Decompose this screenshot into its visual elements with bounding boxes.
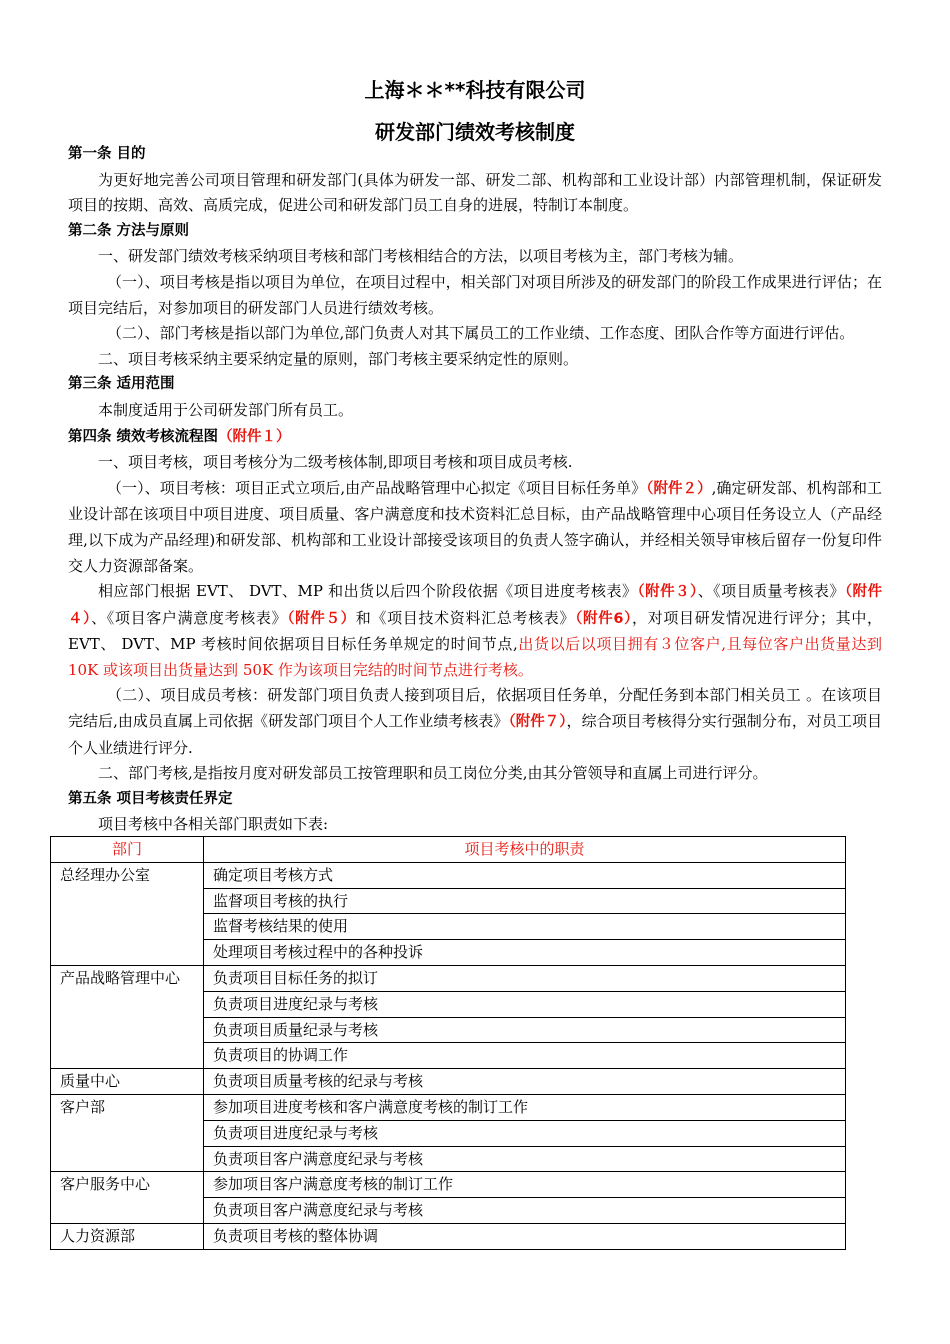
- department-cell: 质量中心: [51, 1069, 204, 1095]
- paragraph: （二）、部门考核是指以部门为单位,部门负责人对其下属员工的工作业绩、工作态度、团队合作等方面进行评估。: [107, 324, 855, 343]
- text-run: 和《项目技术资料汇总考核表》: [355, 608, 576, 627]
- attachment-ref: （附件５）: [287, 610, 356, 627]
- duty-cell: 参加项目进度考核和客户满意度考核的制订工作: [204, 1094, 846, 1120]
- responsibility-table: [50, 836, 846, 1250]
- duty-cell: 负责项目质量考核的纪录与考核: [204, 1069, 846, 1095]
- paragraph: 一、项目考核，项目考核分为二级考核体制,即项目考核和项目成员考核.: [98, 453, 573, 472]
- table-row: [51, 965, 846, 991]
- duty-cell: 处理项目考核过程中的各种投诉: [204, 940, 846, 966]
- duty-cell: 负责项目目标任务的拟订: [204, 965, 846, 991]
- paragraph: 本制度适用于公司研发部门所有员工。: [98, 400, 354, 419]
- text-run: （一）、项目考核：项目正式立项后,由产品战略管理中心拟定《项目目标任务单》: [107, 478, 647, 497]
- text-run: 相应部门根据 EVT、 DVT、MP 和出货以后四个阶段依据《项目进度考核表》: [98, 582, 638, 601]
- attachment-ref: （附件７）: [508, 714, 567, 731]
- table-row: [51, 862, 846, 888]
- attachment-ref: （附件6）: [575, 610, 633, 627]
- duty-cell: 负责项目质量纪录与考核: [204, 1017, 846, 1043]
- attachment-ref: （附件２）: [646, 480, 712, 497]
- article-1-heading: 第一条 目的: [68, 146, 146, 162]
- duty-cell: 负责项目客户满意度纪录与考核: [204, 1146, 846, 1172]
- text-run: ，综合项目考核得分实行强制分布，对员工项目个人业绩进行评分.: [68, 712, 882, 757]
- text-run: 、《项目客户满意度考核表》: [91, 608, 288, 627]
- document-title: 研发部门绩效考核制度: [375, 120, 575, 144]
- attachment-ref: （附件３）: [637, 584, 698, 601]
- table-row: [51, 1172, 846, 1198]
- highlighted-text: 出货以后以项目拥有３位客户,且每位客户出货量达到 10K 或该项目出货量达到 50K 作为该项目完结的时间节点进行考核。: [68, 635, 882, 679]
- duty-cell: 负责项目的协调工作: [204, 1043, 846, 1069]
- header-department: 部门: [51, 837, 204, 863]
- paragraph: 项目考核中各相关部门职责如下表:: [98, 815, 329, 834]
- department-cell: 总经理办公室: [51, 862, 204, 965]
- attachment-ref: （附件１）: [218, 428, 291, 445]
- department-cell: 人力资源部: [51, 1223, 204, 1249]
- table-row: [51, 1094, 846, 1120]
- article-5-heading: 第五条 项目考核责任界定: [68, 790, 233, 807]
- text-run: ，对项目研发情况进行评分；其中，EVT、 DVT、MP 考核时间依据项目目标任务单规定的时间节点,: [68, 608, 882, 654]
- paragraph: [68, 476, 882, 579]
- duty-cell: 监督项目考核的执行: [204, 888, 846, 914]
- paragraph: 为更好地完善公司项目管理和研发部门(具体为研发一部、研发二部、机构部和工业设计部）内部管理机制，保证研发项目的按期、高效、高质完成，促进公司和研发部门员工自身的进展，特制订本制度。: [68, 170, 882, 215]
- header-duties: 项目考核中的职责: [204, 837, 846, 863]
- duty-cell: 负责项目进度纪录与考核: [204, 991, 846, 1017]
- duty-cell: 监督考核结果的使用: [204, 914, 846, 940]
- table-row: [51, 1223, 846, 1249]
- duty-cell: 负责项目客户满意度纪录与考核: [204, 1198, 846, 1224]
- duty-cell: 负责项目考核的整体协调: [204, 1223, 846, 1249]
- paragraph: （一）、项目考核是指以项目为单位，在项目过程中，相关部门对项目所涉及的研发部门的阶段工作成果进行评估；在项目完结后，对参加项目的研发部门人员进行绩效考核。: [68, 272, 882, 317]
- department-cell: 客户部: [51, 1094, 204, 1171]
- paragraph: 二、项目考核采纳主要采纳定量的原则，部门考核主要采纳定性的原则。: [98, 349, 579, 368]
- paragraph: [68, 579, 882, 683]
- paragraph: 一、研发部门绩效考核采纳项目考核和部门考核相结合的方法，以项目考核为主，部门考核为辅。: [98, 247, 744, 266]
- paragraph: [68, 683, 882, 761]
- attachment-ref: （附件４）: [68, 584, 883, 627]
- duty-cell: 负责项目进度纪录与考核: [204, 1120, 846, 1146]
- text-run: 、《项目质量考核表》: [697, 582, 845, 601]
- article-4-heading-line: [68, 424, 882, 451]
- article-2-heading: 第二条 方法与原则: [68, 222, 190, 239]
- duty-cell: 参加项目客户满意度考核的制订工作: [204, 1172, 846, 1198]
- department-cell: 产品战略管理中心: [51, 965, 204, 1068]
- paragraph: 二、部门考核,是指按月度对研发部员工按管理职和员工岗位分类,由其分管领导和直属上司进行评分。: [98, 764, 768, 783]
- article-4-heading: 第四条 绩效考核流程图: [68, 428, 219, 445]
- table-header-row: [51, 837, 846, 863]
- document-body: [68, 142, 882, 838]
- table-row: [51, 1069, 846, 1095]
- text-run: ,确定研发部、机构部和工业设计部在该项目中项目进度、项目质量、客户满意度和技术资料汇总目标，由产品战略管理中心项目任务设立人（产品经理,以下成为产品经理)和研发部、机构部和工业设计部接受该项目的负责人签字确认，并经相关领导审核后留存一份复印件交人力资源部备案。: [68, 478, 882, 575]
- department-cell: 客户服务中心: [51, 1172, 204, 1224]
- article-3-heading: 第三条 适用范围: [68, 376, 175, 393]
- text-run: （二）、项目成员考核：研发部门项目负责人接到项目后，依据项目任务单，分配任务到本部门相关员工 。在该项目完结后,由成员直属上司依据《研发部门项目个人工作业绩考核表》: [68, 686, 882, 731]
- company-name: 上海＊＊**科技有限公司: [364, 78, 586, 102]
- duty-cell: 确定项目考核方式: [204, 862, 846, 888]
